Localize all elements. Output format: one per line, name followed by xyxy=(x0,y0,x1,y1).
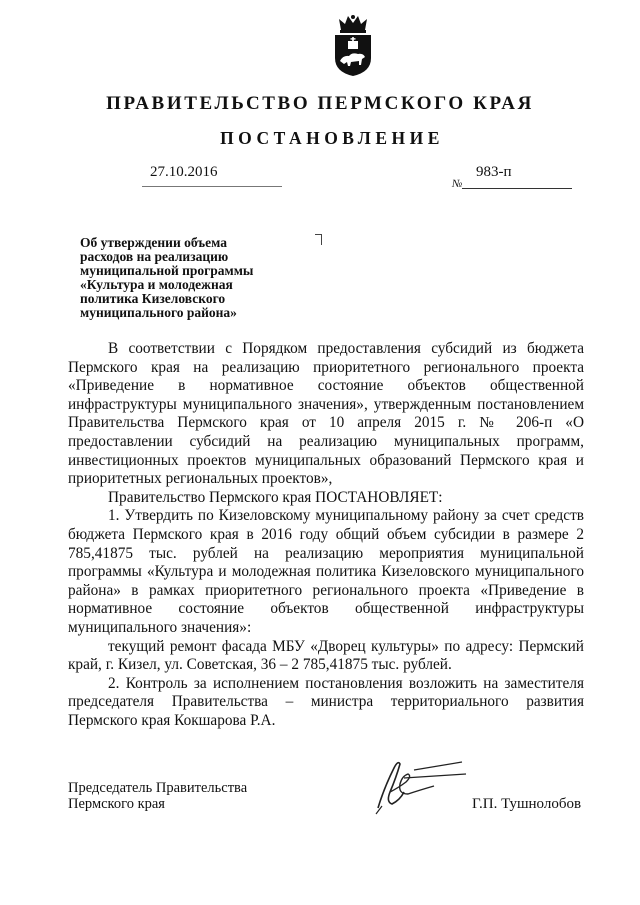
body-paragraph: текущий ремонт фасада МБУ «Дворец культуры» по адресу: Пермский край, г. Кизел, ул. Советская, 36 – 2 785,41875 тыс. рублей. xyxy=(68,637,584,674)
perm-krai-coat-of-arms-icon xyxy=(331,14,375,78)
body-paragraph: 1. Утвердить по Кизеловскому муниципальному району за счет средств бюджета Пермского края в 2016 году общий объем субсидии в размере 2 785,41875 тыс. рублей на реализацию мероприятия муниципальной программы «Культура и молодежная политика Кизеловского муниципального района» в рамках приоритетного регионального проекта «Приведение в нормативное состояние объектов общественной инфраструктуры муниципального значения»: xyxy=(68,507,584,636)
government-title: ПРАВИТЕЛЬСТВО ПЕРМСКОГО КРАЯ xyxy=(106,93,534,114)
body-paragraph: В соответствии с Порядком предоставления субсидий из бюджета Пермского края на реализацию приоритетного регионального проекта «Приведение в нормативное состояние объектов общественной инфраструктуры муниципального значения», утвержденным постановлением Правительства Пермского края от 10 апреля 2015 г. № 206-п «О предоставлении субсидий на реализацию муниципальных программ, инвестиционных проектов муниципальных образований Пермского края и приоритетных региональных проектов», xyxy=(68,340,584,488)
number-label: № xyxy=(452,178,463,190)
number-underline xyxy=(462,188,572,189)
document-number: 983-п xyxy=(476,164,512,180)
body-paragraph: Правительство Пермского края ПОСТАНОВЛЯЕТ: xyxy=(108,488,443,506)
signatory-position: Председатель Правительства Пермского края xyxy=(68,780,248,812)
date-underline xyxy=(142,186,282,187)
document-subject: Об утверждении объема расходов на реализацию муниципальной программы «Культура и молодежная политика Кизеловского муниципального района» xyxy=(80,235,254,320)
handwritten-signature xyxy=(364,748,474,816)
document-type-title: ПОСТАНОВЛЕНИЕ xyxy=(220,128,444,148)
signatory-name: Г.П. Тушнолобов xyxy=(472,796,582,812)
document-date: 27.10.2016 xyxy=(150,164,218,180)
document-body xyxy=(68,340,584,730)
body-paragraph: 2. Контроль за исполнением постановления возложить на заместителя председателя Правительства – министра территориального развития Пермского края Кокшарова Р.А. xyxy=(68,674,584,729)
